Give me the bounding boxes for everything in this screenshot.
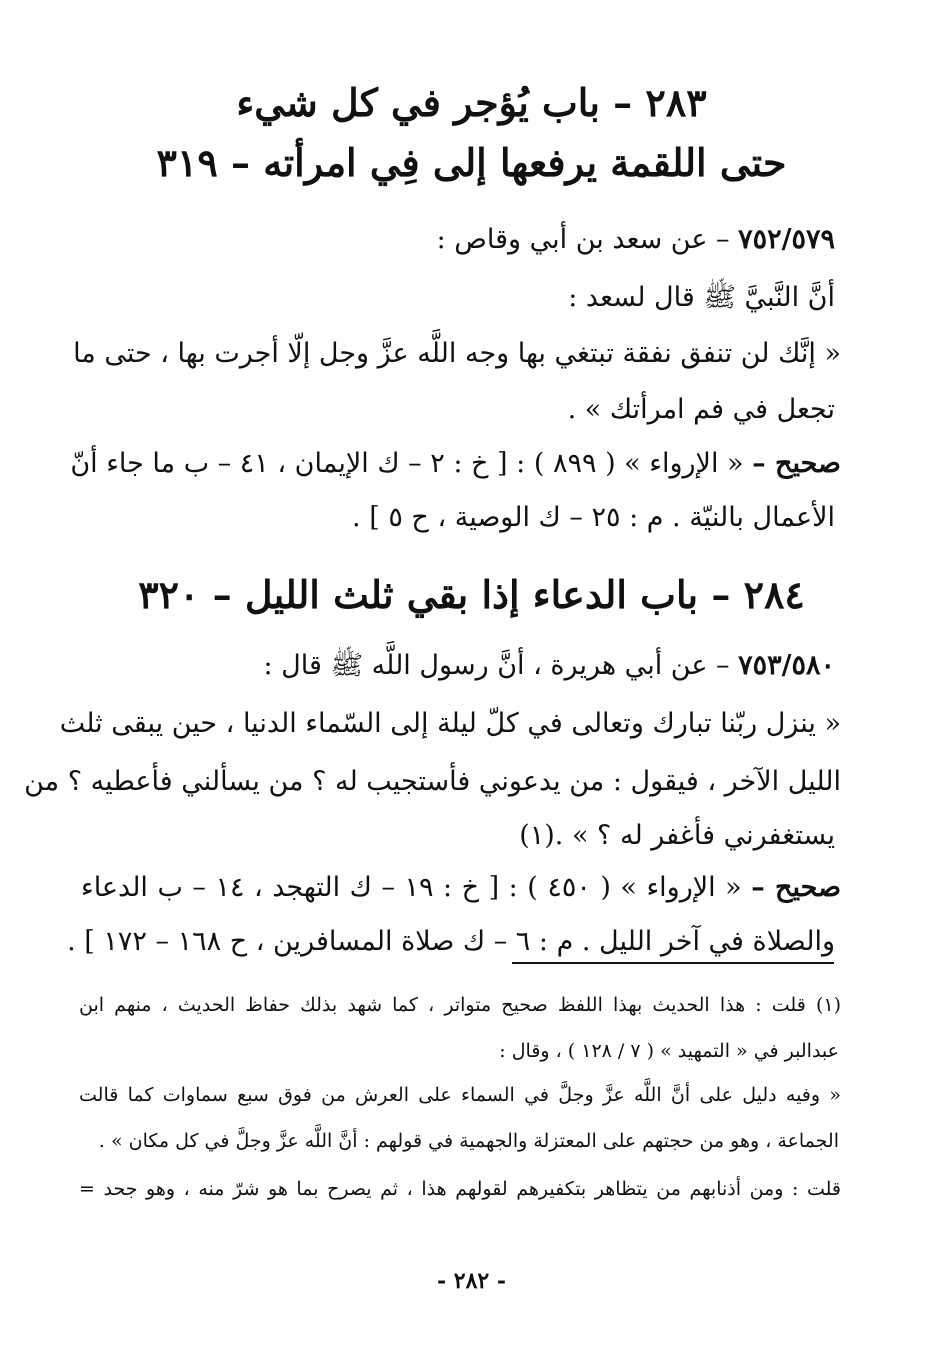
takhrij-line: والصلاة في آخر الليل . م : ٦ – ك صلاة المسافرين ، ح ١٦٨ – ١٧٢ ] . xyxy=(67,926,835,957)
chapter-title-283-line1: ٢٨٣ – باب يُؤجر في كل شيء xyxy=(236,80,707,125)
grade-label: صحيح – xyxy=(751,872,841,903)
hadith-header-580 xyxy=(263,652,835,679)
hadith-matn-line: الليل الآخر ، فيقول : من يدعوني فأستجيب له ؟ من يسألني فأعطيه ؟ من xyxy=(24,766,841,797)
hadith-matn-line: تجعل في فم امرأتك » . xyxy=(567,394,835,425)
chapter-title-284: ٢٨٤ – باب الدعاء إذا بقي ثلث الليل – ٣٢٠ xyxy=(138,572,805,617)
takhrij-line xyxy=(70,448,841,479)
takhrij-text: « الإرواء » ( ٨٩٩ ) : [ خ : ٢ – ك الإيمان ، ٤١ – ب ما جاء أنّ xyxy=(70,448,753,479)
hadith-number: ٧٥٢/٥٧٩ xyxy=(738,224,835,255)
takhrij-text: « الإرواء » ( ٤٥٠ ) : [ خ : ١٩ – ك التهجد ، ١٤ – ب الدعاء xyxy=(81,872,752,903)
chapter-title-283-line2: حتى اللقمة يرفعها إلى فِي امرأته – ٣١٩ xyxy=(156,140,787,185)
footnote-line: « وفيه دليل على أنَّ اللَّه عزَّ وجلَّ في السماء على العرش من فوق سبع سماوات كما قالت xyxy=(79,1084,841,1106)
grade-label: صحيح – xyxy=(752,448,841,479)
footnote-line: الجماعة ، وهو من حجتهم على المعتزلة والجهمية في قولهم : أنَّ اللَّه عزَّ وجلَّ في كل مكان » . xyxy=(98,1130,839,1152)
hadith-isnad: – عن أبي هريرة ، أنَّ رسول اللَّه ﷺ قال : xyxy=(263,650,739,681)
footnote-line: (١) قلت : هذا الحديث بهذا اللفظ صحيح متواتر ، كما شهد بذلك حفاظ الحديث ، منهم ابن xyxy=(79,994,841,1016)
hadith-matn-line: يستغفرني فأغفر له ؟ » .(١) xyxy=(519,820,835,851)
footnote-line: قلت : ومن أذنابهم من يتظاهر بتكفيرهم لقولهم هذا ، ثم يصرح بما هو شرّ منه ، وهو جحد = xyxy=(79,1178,841,1200)
takhrij-line: الأعمال بالنيّة . م : ٢٥ – ك الوصية ، ح ٥ ] . xyxy=(352,502,835,533)
takhrij-line xyxy=(81,874,841,901)
page-number: - ٢٨٢ - xyxy=(436,1268,507,1294)
hadith-intro: أنَّ النَّبيَّ ﷺ قال لسعد : xyxy=(568,282,835,313)
hadith-matn-line: « إنَّك لن تنفق نفقة تبتغي بها وجه اللَّه عزَّ وجل إلّا أجرت بها ، حتى ما xyxy=(73,338,841,369)
hadith-matn-line: « ينزل ربّنا تبارك وتعالى في كلّ ليلة إلى السّماء الدنيا ، حين يبقى ثلث xyxy=(59,708,841,739)
hadith-number: ٧٥٣/٥٨٠ xyxy=(738,650,835,681)
hadith-header-579 xyxy=(437,226,835,253)
hadith-isnad: – عن سعد بن أبي وقاص : xyxy=(436,224,739,255)
footnote-separator xyxy=(512,962,834,964)
footnote-line: عبدالبر في « التمهيد » ( ٧ / ١٢٨ ) ، وقال : xyxy=(499,1040,839,1062)
